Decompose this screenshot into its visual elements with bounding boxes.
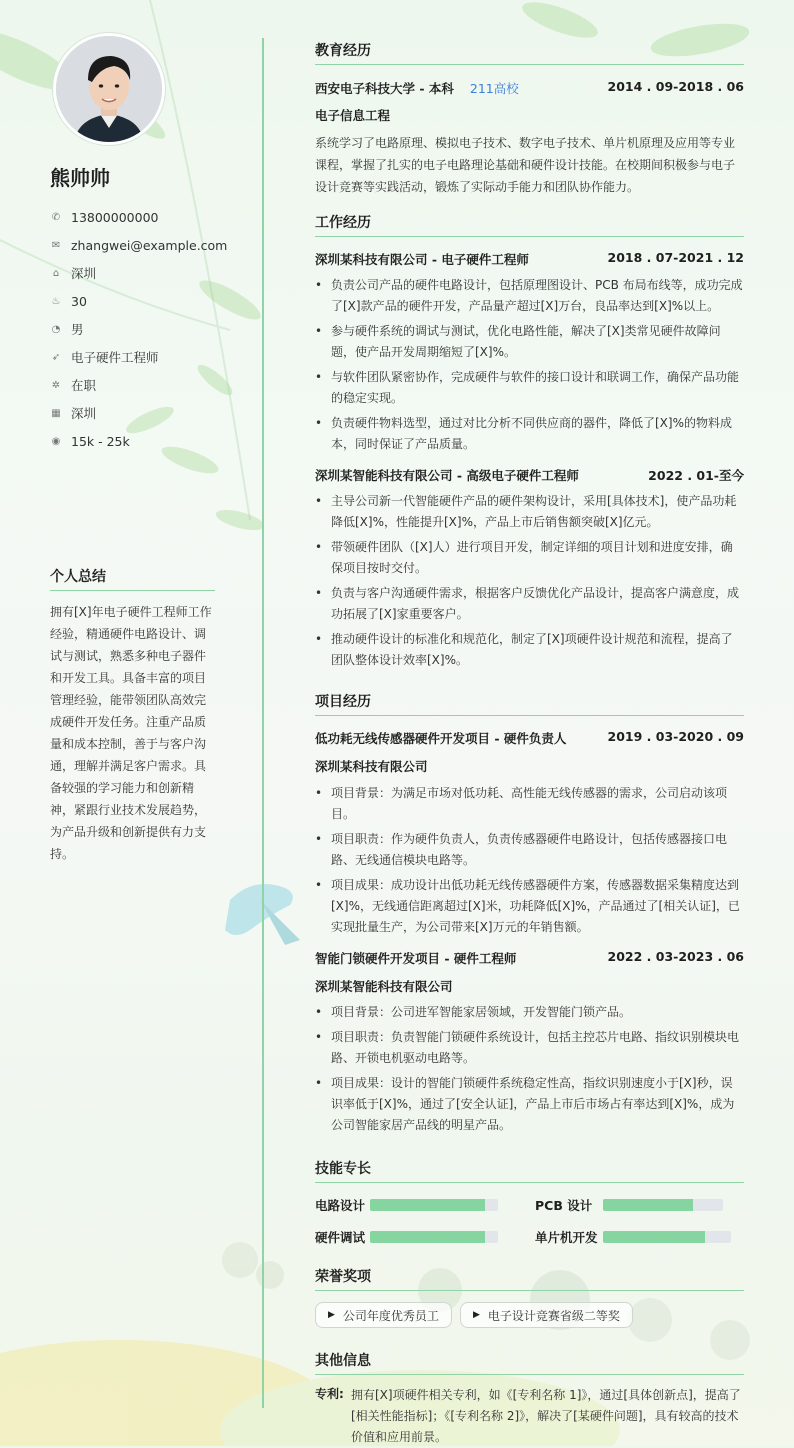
skill-item — [315, 1196, 498, 1214]
project-header — [315, 729, 744, 747]
contact-phone: ✆ 13800000000 — [51, 209, 159, 225]
sidebar — [0, 0, 262, 1446]
education-description: 系统学习了电路原理、模拟电子技术、数字电子技术、单片机原理及应用等专业课程，掌握了扎实的电子电路理论基础和硬件设计技能。在校期间积极参与电子设计竞赛等实践活动，锻炼了实际动手能力和团队协作能力。 — [315, 136, 736, 194]
project-bullets — [315, 783, 744, 942]
skill-bar-fill — [370, 1231, 485, 1243]
job-period: 2022 . 01-至今 — [648, 468, 744, 483]
play-triangle-icon: ▶ — [473, 1310, 480, 1320]
skill-item — [315, 1228, 498, 1246]
list-item: • 项目背景：公司进军智能家居领域，开发智能门锁产品。 — [315, 1002, 744, 1023]
list-item: • 负责硬件物料选型，通过对比分析不同供应商的器件，降低了[X]%的物料成本，同时保证了产品质量。 — [315, 413, 744, 455]
education-header — [315, 79, 744, 97]
avatar — [53, 33, 165, 145]
job-header — [315, 466, 744, 484]
status-icon: ✲ — [51, 379, 61, 391]
skill-bar-fill — [370, 1199, 485, 1211]
job-period: 2018 . 07-2021 . 12 — [607, 250, 744, 265]
list-item: • 负责与客户沟通硬件需求，根据客户反馈优化产品设计，提高客户满意度，成功拓展了[X]家重要客户。 — [315, 583, 744, 625]
projects-title: 项目经历 — [315, 691, 744, 716]
skill-bar — [603, 1231, 731, 1243]
skill-label: PCB 设计 — [535, 1198, 593, 1213]
job-heading: 深圳某智能科技有限公司 - 高级电子硬件工程师 — [315, 468, 579, 483]
avatar-portrait-icon — [56, 36, 162, 142]
skill-label: 硬件调试 — [315, 1230, 366, 1245]
list-item: • 负责公司产品的硬件电路设计，包括原理图设计、PCB 布局布线等，成功完成了[X]款产品的硬件开发，产品量产超过[X]万台，良品率达到[X]%以上。 — [315, 275, 744, 317]
contact-email: ✉ zhangwei@example.com — [51, 237, 228, 253]
patent-label: 专利: — [315, 1387, 344, 1401]
skill-item — [535, 1196, 723, 1214]
patent-text: 拥有[X]项硬件相关专利，如《[专利名称 1]》，通过[具体创新点]，提高了[相关性能指标]；《[专利名称 2]》，解决了[某硬件问题]，具有较高的技术价值和应用前景。 — [351, 1388, 741, 1444]
skill-item — [535, 1228, 731, 1246]
list-item: • 项目背景：为满足市场对低功耗、高性能无线传感器的需求，公司启动该项目。 — [315, 783, 744, 825]
summary-text: 拥有[X]年电子硬件工程师工作经验，精通硬件电路设计、调试与测试，熟悉多种电子器件和开发工具。具备丰富的项目管理经验，能带领团队高效完成硬件开发任务。注重产品质量和成本控制，善于与客户沟通，理解并满足客户需求。具备较强的学习能力和创新精神，紧跟行业技术发展趋势，为产品升级和创新提供有力支持。 — [50, 605, 212, 861]
skills-title: 技能专长 — [315, 1158, 744, 1183]
contact-status: ✲ 在职 — [51, 378, 97, 393]
contact-list — [50, 203, 227, 455]
city-icon: ▦ — [51, 407, 61, 419]
job-bullets — [315, 491, 744, 675]
project-header — [315, 949, 744, 967]
contact-salary: ◉ 15k - 25k — [51, 433, 130, 449]
list-item: • 项目成果：设计的智能门锁硬件系统稳定性高，指纹识别速度小于[X]秒，误识率低于[X]%，通过了[安全认证]，产品上市后市场占有率达到[X]%，成为公司智能家居产品线的明星产品。 — [315, 1073, 744, 1136]
skill-label: 单片机开发 — [535, 1230, 598, 1245]
list-item: • 项目成果：成功设计出低功耗无线传感器硬件方案，传感器数据采集精度达到[X]%，无线通信距离超过[X]米，功耗降低[X]%，产品通过了[相关认证]，已实现批量生产，为公司带来[X]万元的年销售额。 — [315, 875, 744, 938]
other-title: 其他信息 — [315, 1350, 744, 1375]
work-title: 工作经历 — [315, 212, 744, 237]
contact-gender: ◔ 男 — [51, 322, 84, 337]
award-badge: ▶ 电子设计竞赛省级二等奖 — [460, 1302, 633, 1328]
job-bullets — [315, 275, 744, 459]
contact-job: ➶ 电子硬件工程师 — [51, 350, 159, 365]
education-major: 电子信息工程 — [315, 108, 391, 123]
list-item: • 主导公司新一代智能硬件产品的硬件架构设计，采用[具体技术]，使产品功耗降低[X]%，性能提升[X]%，产品上市后销售额突破[X]亿元。 — [315, 491, 744, 533]
salary-icon: ◉ — [51, 435, 61, 447]
phone-icon: ✆ — [51, 211, 61, 223]
project-company: 深圳某智能科技有限公司 — [315, 979, 453, 994]
mail-icon: ✉ — [51, 239, 61, 251]
home-icon: ⌂ — [52, 267, 60, 279]
skill-bar — [370, 1199, 498, 1211]
education-title: 教育经历 — [315, 40, 744, 65]
list-item: • 项目职责：作为硬件负责人，负责传感器硬件电路设计，包括传感器接口电路、无线通信模块电路等。 — [315, 829, 744, 871]
age-icon: ♨ — [51, 295, 61, 307]
honors-title: 荣誉奖项 — [315, 1266, 744, 1291]
gender-icon: ◔ — [51, 323, 61, 335]
skill-bar-fill — [603, 1231, 705, 1243]
project-period: 2019 . 03-2020 . 09 — [607, 729, 744, 744]
education-period: 2014 . 09-2018 . 06 — [607, 79, 744, 94]
contact-location: ⌂ 深圳 — [50, 259, 227, 287]
play-triangle-icon: ▶ — [328, 1310, 335, 1320]
skill-bar — [370, 1231, 498, 1243]
person-name: 熊帅帅 — [50, 166, 110, 190]
list-item: • 参与硬件系统的调试与测试，优化电路性能，解决了[X]类常见硬件故障问题，使产品开发周期缩短了[X]%。 — [315, 321, 744, 363]
school-tag: 211高校 — [469, 81, 519, 96]
project-heading: 智能门锁硬件开发项目 - 硬件工程师 — [315, 951, 517, 966]
contact-age: ♨ 30 — [51, 293, 87, 309]
project-heading: 低功耗无线传感器硬件开发项目 - 硬件负责人 — [315, 731, 567, 746]
contact-city: ▦ 深圳 — [51, 406, 97, 421]
list-item: • 推动硬件设计的标准化和规范化，制定了[X]项硬件设计规范和流程，提高了团队整体设计效率[X]%。 — [315, 629, 744, 671]
job-header — [315, 250, 744, 268]
list-item: • 项目职责：负责智能门锁硬件系统设计，包括主控芯片电路、指纹识别模块电路、开锁电机驱动电路等。 — [315, 1027, 744, 1069]
skill-bar-fill — [603, 1199, 693, 1211]
list-item: • 与软件团队紧密协作，完成硬件与软件的接口设计和联调工作，确保产品功能的稳定实现。 — [315, 367, 744, 409]
project-company: 深圳某科技有限公司 — [315, 759, 428, 774]
job-heading: 深圳某科技有限公司 - 电子硬件工程师 — [315, 252, 529, 267]
award-badge: ▶ 公司年度优秀员工 — [315, 1302, 452, 1328]
summary-title: 个人总结 — [50, 566, 215, 591]
job-icon: ➶ — [51, 351, 61, 363]
skill-bar — [603, 1199, 723, 1211]
education-school: 西安电子科技大学 - 本科 211高校 — [315, 81, 519, 96]
project-period: 2022 . 03-2023 . 06 — [607, 949, 744, 964]
skill-label: 电路设计 — [315, 1198, 366, 1213]
project-bullets — [315, 1002, 744, 1140]
vertical-divider — [262, 38, 264, 1408]
list-item: • 带领硬件团队（[X]人）进行项目开发，制定详细的项目计划和进度安排，确保项目按时交付。 — [315, 537, 744, 579]
